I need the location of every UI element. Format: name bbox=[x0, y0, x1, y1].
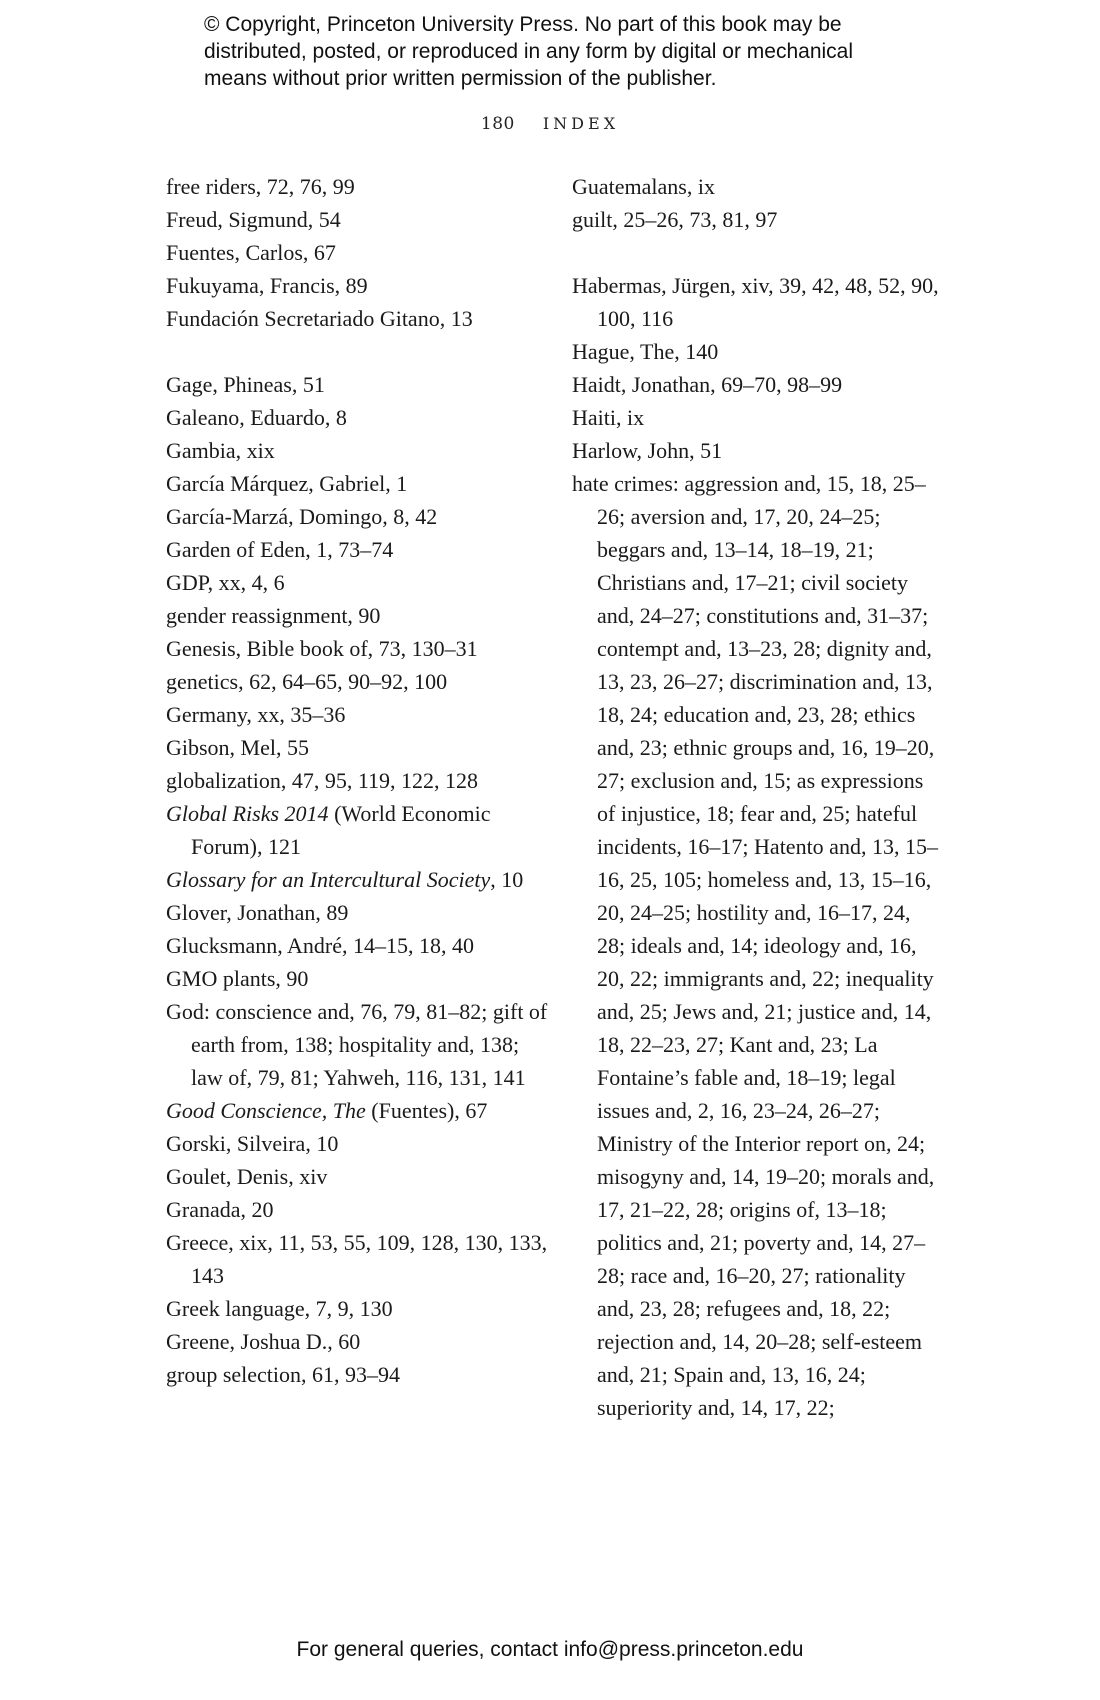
index-entry bbox=[166, 863, 556, 896]
index-entry: Gibson, Mel, 55 bbox=[166, 735, 309, 760]
index-entry: Gage, Phineas, 51 bbox=[166, 372, 325, 397]
work-title: Good Conscience, The bbox=[166, 1098, 366, 1123]
index-entry: Galeano, Eduardo, 8 bbox=[166, 405, 347, 430]
letter-group-gap bbox=[572, 236, 942, 269]
index-entry: Greene, Joshua D., 60 bbox=[166, 1329, 361, 1354]
copyright-notice bbox=[204, 11, 924, 92]
index-entry: Haiti, ix bbox=[572, 405, 645, 430]
index-entry: Fundación Secretariado Gitano, 13 bbox=[166, 306, 473, 331]
index-column-right bbox=[572, 170, 942, 1424]
footer-contact: For general queries, contact info@press.princeton.edu bbox=[296, 1638, 804, 1661]
work-title: Glossary for an Intercultural Society bbox=[166, 867, 491, 892]
index-entry: Greece, xix, 11, 53, 55, 109, 128, 130, 133, 143 bbox=[166, 1230, 548, 1288]
index-entry: Granada, 20 bbox=[166, 1197, 274, 1222]
section-title: INDEX bbox=[542, 114, 620, 133]
index-entry: Gambia, xix bbox=[166, 438, 275, 463]
index-entry: God: conscience and, 76, 79, 81–82; gift of earth from, 138; hospitality and, 138; law of, 79, 81; Yahweh, 116, 131, 141 bbox=[166, 999, 548, 1090]
index-entry: Hague, The, 140 bbox=[572, 339, 719, 364]
index-entry: group selection, 61, 93–94 bbox=[166, 1362, 401, 1387]
copyright-line: means without prior written permission of the publisher. bbox=[204, 67, 717, 90]
page-number: 180 bbox=[480, 114, 515, 134]
entry-locators: (World Economic Forum), 121 bbox=[191, 801, 491, 859]
index-column-left bbox=[166, 170, 556, 1391]
index-entry: Guatemalans, ix bbox=[572, 174, 715, 199]
index-entry: Goulet, Denis, xiv bbox=[166, 1164, 328, 1189]
letter-group-gap bbox=[166, 335, 556, 368]
index-entry: Glover, Jonathan, 89 bbox=[166, 900, 349, 925]
index-entry: Fukuyama, Francis, 89 bbox=[166, 273, 368, 298]
index-entry: free riders, 72, 76, 99 bbox=[166, 174, 355, 199]
index-entry: Haidt, Jonathan, 69–70, 98–99 bbox=[572, 372, 843, 397]
index-entry: Habermas, Jürgen, xiv, 39, 42, 48, 52, 90, 100, 116 bbox=[572, 273, 939, 331]
copyright-line: distributed, posted, or reproduced in any form by digital or mechanical bbox=[204, 40, 854, 63]
work-title: Global Risks 2014 bbox=[166, 801, 329, 826]
index-entry: globalization, 47, 95, 119, 122, 128 bbox=[166, 768, 479, 793]
index-entry: Glucksmann, André, 14–15, 18, 40 bbox=[166, 933, 474, 958]
index-entry: GMO plants, 90 bbox=[166, 966, 309, 991]
index-entry: gender reassignment, 90 bbox=[166, 603, 381, 628]
index-entry: Freud, Sigmund, 54 bbox=[166, 207, 341, 232]
index-entry bbox=[166, 797, 556, 863]
index-entry: Gorski, Silveira, 10 bbox=[166, 1131, 339, 1156]
index-entry: hate crimes: aggression and, 15, 18, 25–26; aversion and, 17, 20, 24–25; beggars and, 13–14, 18–19, 21; Christians and, 17–21; civil society and, 24–27; constitutions and, 31–37; contempt and, 13–23, 28; dignity and, 13, 23, 26–27; discrimination and, 13, 18, 24; education and, 23, 28; ethics and, 23; ethnic groups and, 16, 19–20, 27; exclusion and, 15; as expressions of injustice, 18; fear and, 25; hateful incidents, 16–17; Hatento and, 13, 15–16, 25, 105; homeless and, 13, 15–16, 20, 24–25; hostility and, 16–17, 24, 28; ideals and, 14; ideology and, 16, 20, 22; immigrants and, 22; inequality and, 25; Jews and, 21; justice and, 14, 18, 22–23, 27; Kant and, 23; La Fontaine’s fable and, 18–19; legal issues and, 2, 16, 23–24, 26–27; Ministry of the Interior report on, 24; misogyny and, 14, 19–20; morals and, 17, 21–22, 28; origins of, 13–18; politics and, 21; poverty and, 14, 27–28; race and, 16–20, 27; rationality and, 23, 28; refugees and, 18, 22; rejection and, 14, 20–28; self-esteem and, 21; Spain and, 13, 16, 24; superiority and, 14, 17, 22; bbox=[572, 471, 938, 1420]
index-entry: García-Marzá, Domingo, 8, 42 bbox=[166, 504, 438, 529]
index-entry: Garden of Eden, 1, 73–74 bbox=[166, 537, 394, 562]
index-entry: Genesis, Bible book of, 73, 130–31 bbox=[166, 636, 478, 661]
index-entry bbox=[166, 1094, 556, 1127]
index-entry: Harlow, John, 51 bbox=[572, 438, 723, 463]
index-entry: guilt, 25–26, 73, 81, 97 bbox=[572, 207, 778, 232]
index-entry: GDP, xx, 4, 6 bbox=[166, 570, 285, 595]
entry-locators: (Fuentes), 67 bbox=[365, 1098, 488, 1123]
index-entry: Greek language, 7, 9, 130 bbox=[166, 1296, 393, 1321]
copyright-line: © Copyright, Princeton University Press. No part of this book may be bbox=[204, 13, 842, 36]
entry-locators: , 10 bbox=[490, 867, 524, 892]
index-entry: Fuentes, Carlos, 67 bbox=[166, 240, 336, 265]
index-entry: Germany, xx, 35–36 bbox=[166, 702, 346, 727]
index-entry: García Márquez, Gabriel, 1 bbox=[166, 471, 408, 496]
running-head bbox=[0, 114, 1100, 134]
index-entry: genetics, 62, 64–65, 90–92, 100 bbox=[166, 669, 448, 694]
